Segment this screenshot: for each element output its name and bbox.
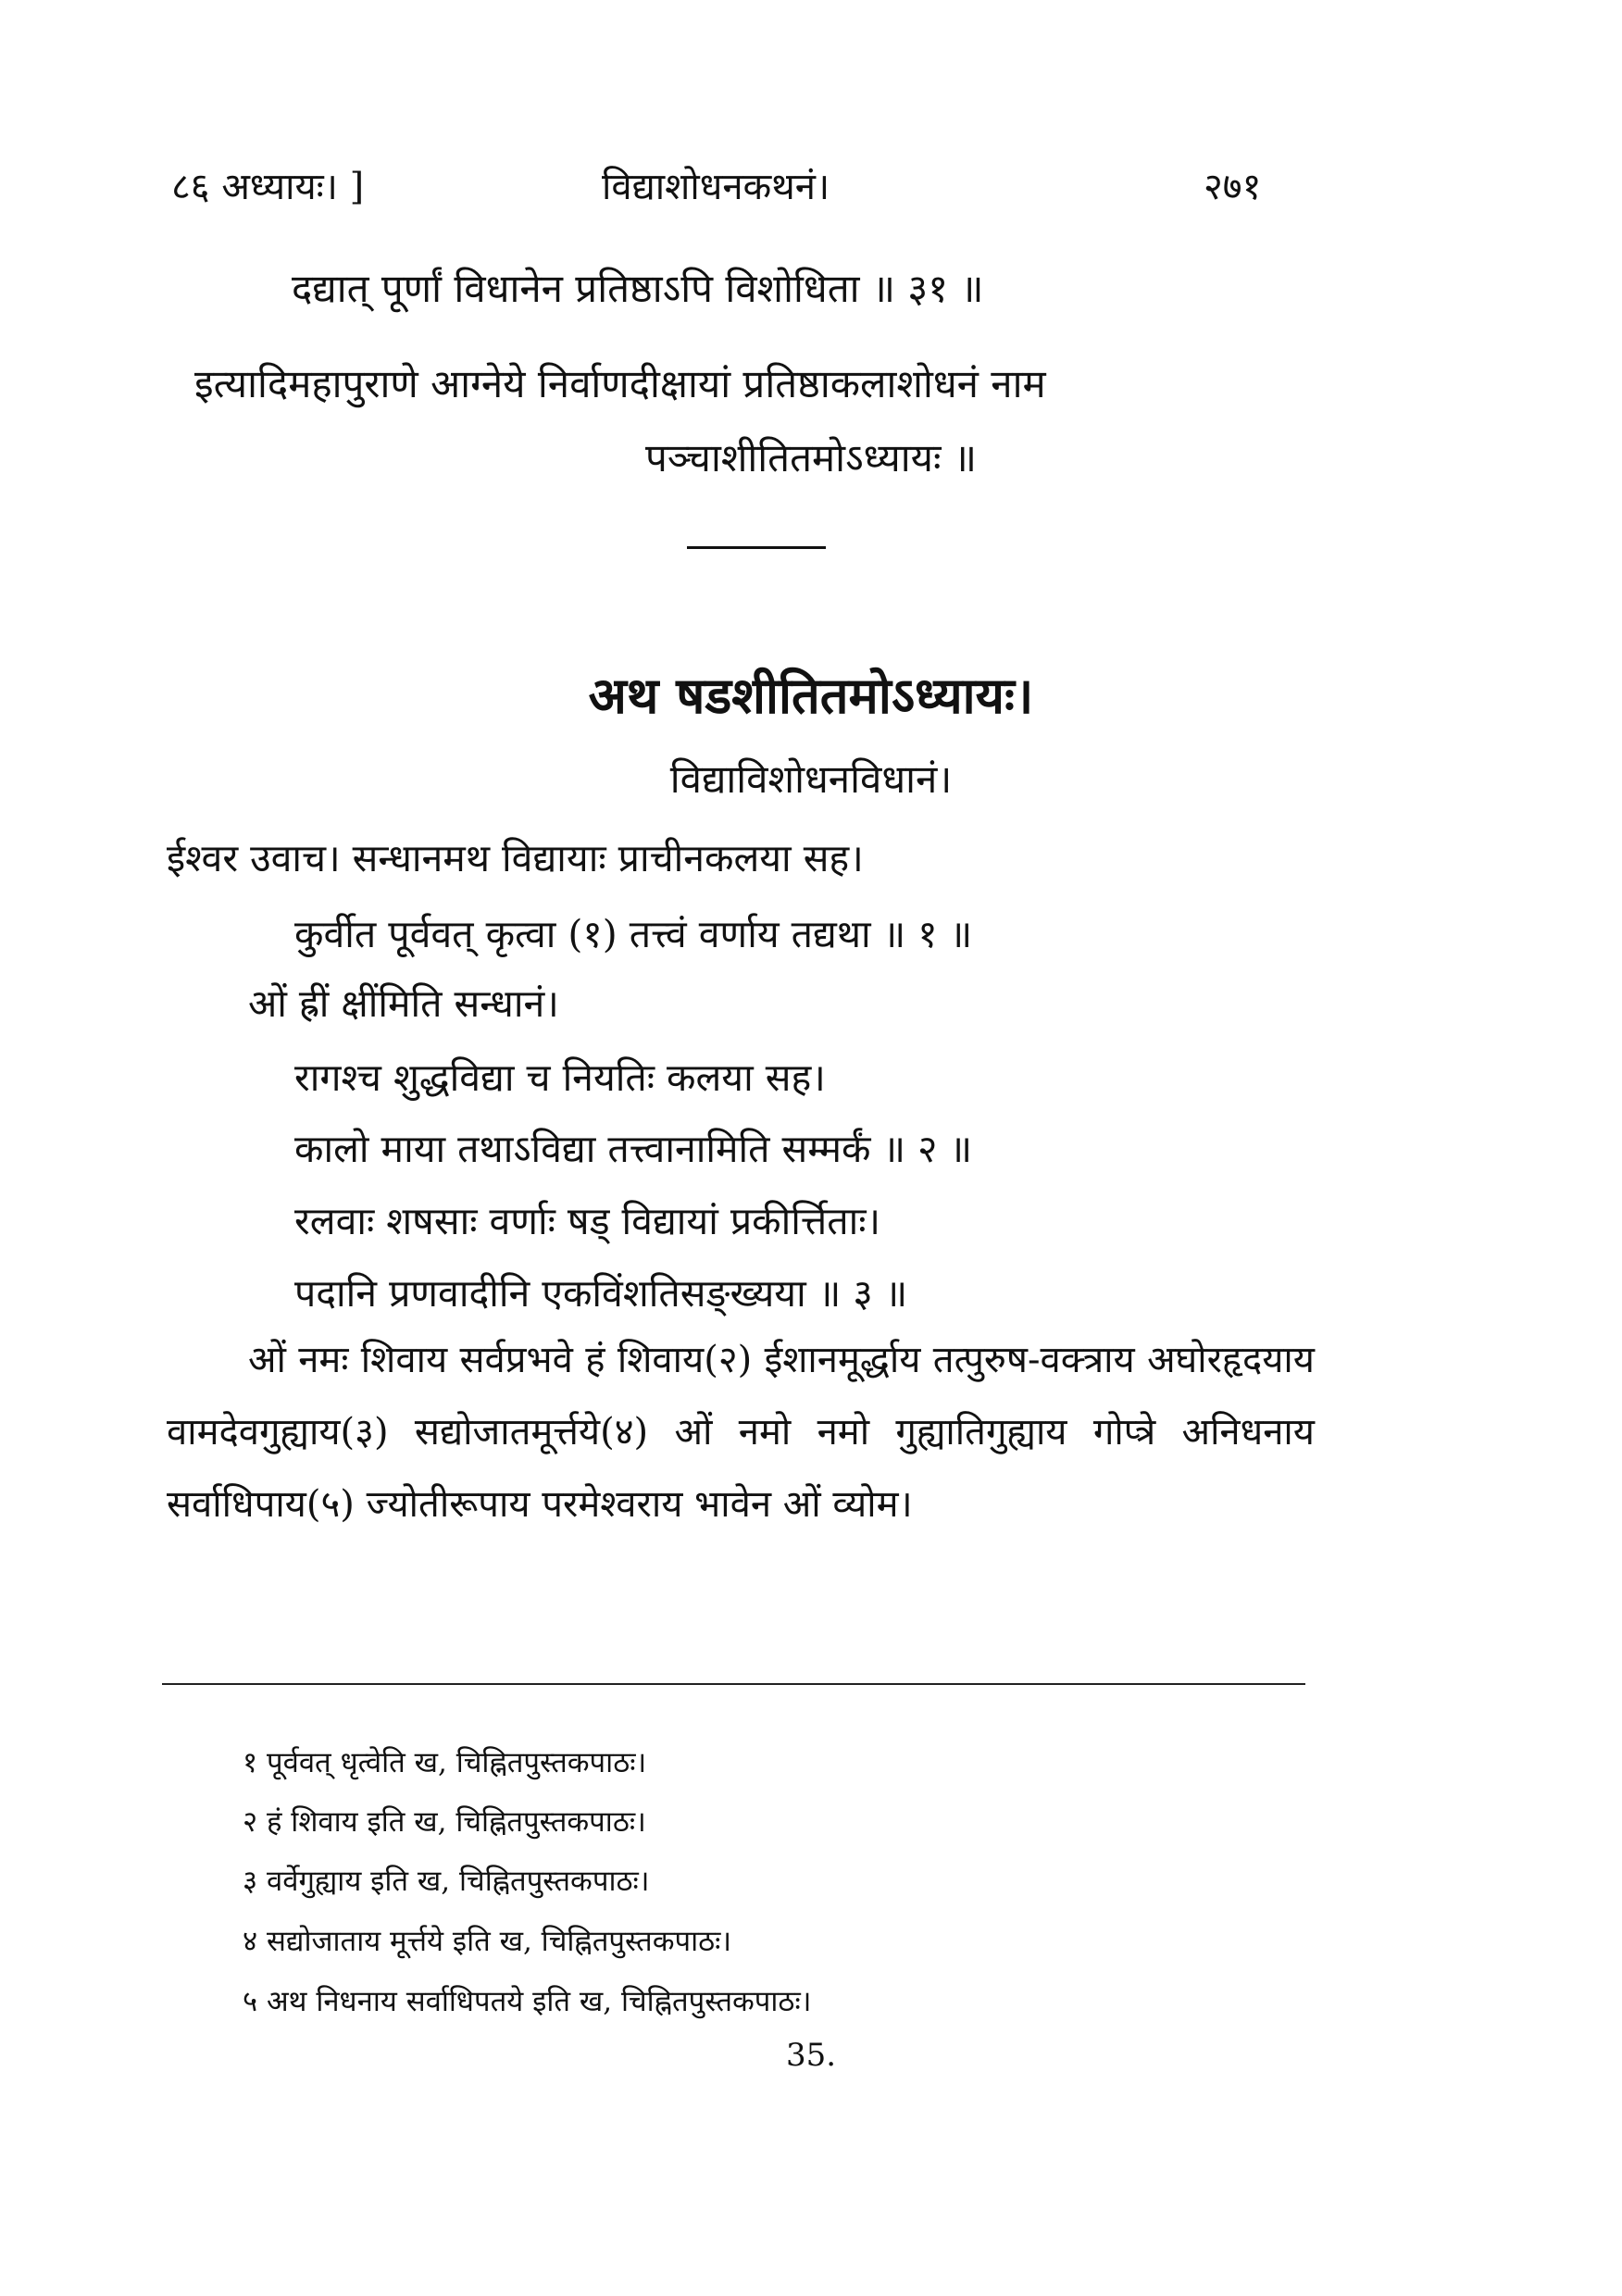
- footnote: ३ वर्वेगुह्याय इति ख, चिह्नितपुस्तकपाठः।: [243, 1865, 650, 1898]
- verse-line: रलवाः शषसाः वर्णाः षड् विद्यायां प्रकीर्त्तिताः।: [294, 1199, 881, 1243]
- footnote: २ हं शिवाय इति ख, चिह्नितपुस्तकपाठः।: [243, 1805, 646, 1839]
- verse-line: पदानि प्रणवादीनि एकविंशतिसङ्ख्यया ॥ ३ ॥: [294, 1271, 908, 1316]
- mantra-paragraph: ओं नमः शिवाय सर्वप्रभवे हं शिवाय(२) ईशानमूर्द्धाय तत्पुरुष-वक्त्राय अघोरहृदयाय वामदेवगुह्याय(३) सद्योजातमूर्त्तये(४) ओं नमो नमो गुह्यातिगुह्याय गोप्त्रे अनिधनाय सर्वाधिपाय(५) ज्योतीरूपाय परमेश्वराय भावेन ओं व्योम।: [167, 1339, 1315, 1526]
- page-number: २७१: [1204, 166, 1262, 208]
- footnote: १ पूर्ववत् धृत्वेति ख, चिह्नितपुस्तकपाठः।: [243, 1746, 647, 1779]
- verse-line: ईश्वर उवाच। सन्धानमथ विद्यायाः प्राचीनकलया सह।: [167, 836, 864, 880]
- verse-line: कालो माया तथाऽविद्या तत्त्वानामिति सम्मर्कं ॥ २ ॥: [294, 1127, 973, 1171]
- footnote-divider: [162, 1683, 1305, 1685]
- running-header-title: विद्याशोधनकथनं।: [602, 166, 830, 208]
- previous-chapter-last-verse: दद्यात् पूर्णां विधानेन प्रतिष्ठाऽपि विशोधिता ॥ ३१ ॥: [292, 266, 984, 311]
- running-header-chapter: ८६ अध्यायः। ]: [171, 166, 365, 208]
- chapter-title: अथ षडशीतितमोऽध्यायः।: [588, 666, 1034, 725]
- colophon-line-2: पञ्चाशीतितमोऽध्यायः ॥: [644, 435, 978, 480]
- verse-line: रागश्च शुद्धविद्या च नियतिः कलया सह।: [294, 1055, 826, 1100]
- verse-line: कुर्वीत पूर्ववत् कृत्वा (१) तत्त्वं वर्णाय तद्यथा ॥ १ ॥: [294, 912, 973, 956]
- colophon-line-1: इत्यादिमहापुराणे आग्नेये निर्वाणदीक्षायां प्रतिष्ठाकलाशोधनं नाम: [194, 361, 1046, 406]
- section-divider: [687, 546, 826, 549]
- printer-signature-mark: 35.: [785, 2037, 837, 2074]
- footnote: ४ सद्योजाताय मूर्त्तये इति ख, चिह्नितपुस्तकपाठः।: [243, 1925, 732, 1958]
- mantra-line: ओं ह्रीं क्षींमिति सन्धानं।: [248, 981, 559, 1026]
- footnote: ५ अथ निधनाय सर्वाधिपतये इति ख, चिह्नितपुस्तकपाठः।: [243, 1985, 812, 2018]
- chapter-subject: विद्याविशोधनविधानं।: [669, 756, 953, 802]
